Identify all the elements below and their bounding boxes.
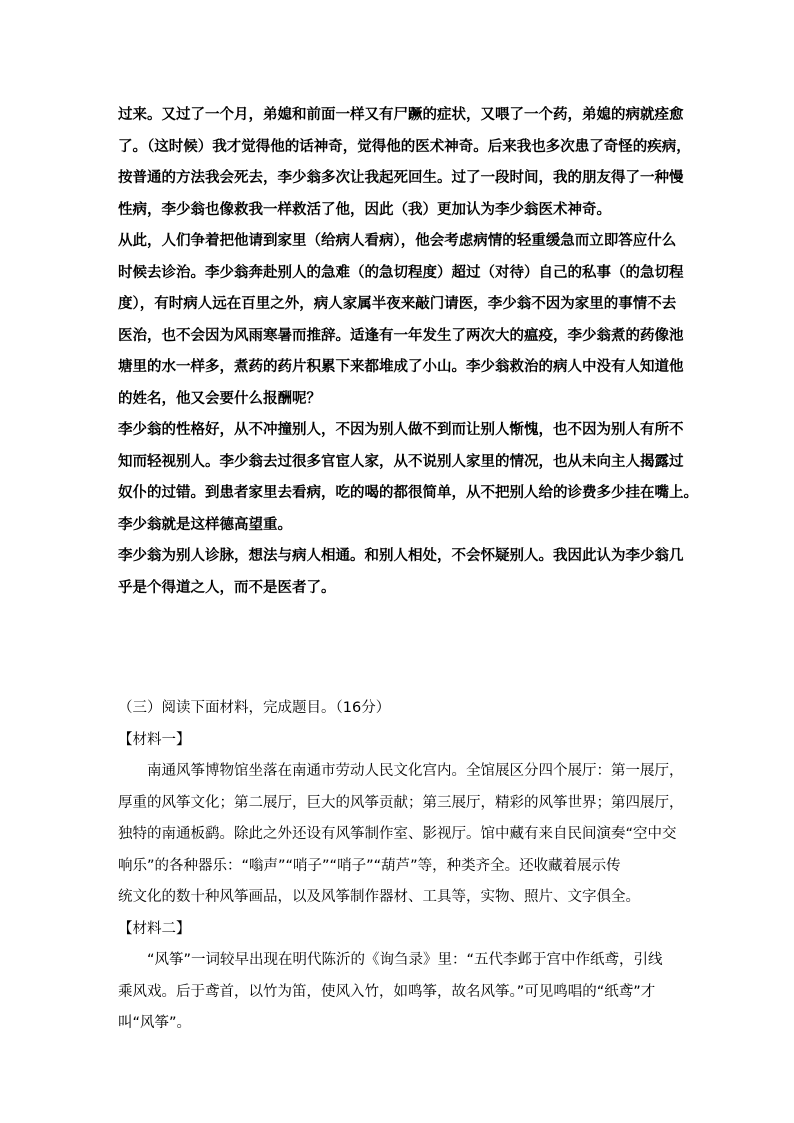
text-line: 厚重的风筝文化；第二展厅，巨大的风筝贡献；第三展厅，精彩的风筝世界；第四展厅， [118, 794, 684, 811]
text-line: 知而轻视别人。李少翁去过很多官宦人家，从不说别人家里的情况，也从未向主人揭露过 [118, 453, 684, 470]
text-line: 李少翁的性格好，从不冲撞别人，不因为别人做不到而让别人惭愧，也不因为别人有所不 [118, 422, 684, 438]
text-line: 性病，李少翁也像救我一样救活了他，因此（我）更加认为李少翁医术神奇。 [118, 201, 611, 218]
text-line: 乎是个得道之人，而不是医者了。 [118, 579, 336, 596]
passage-translation [118, 100, 698, 604]
text-line: 叫“风筝”。 [118, 1015, 192, 1031]
section-heading: （三）阅读下面材料，完成题目。（16分） [118, 700, 391, 716]
section-three [118, 693, 683, 1040]
text-line: 度），有时病人远在百里之外，病人家属半夜来敲门请医，李少翁不因为家里的事情不去 [118, 296, 677, 312]
text-line: 乘风戏。后于鸢首，以竹为笛，使风入竹，如鸣筝，故名风筝。”可见鸣唱的“纸鸢”才 [118, 983, 656, 1000]
text-line: 的姓名，他又会要什么报酬呢？ [118, 390, 321, 407]
text-line: 从此，人们争着把他请到家里（给病人看病），他会考虑病情的轻重缓急而立即答应什么 [118, 233, 677, 249]
text-line: 独特的南通板鹞。除此之外还设有风筝制作室、影视厅。馆中藏有来自民间演奏“空中交 [118, 826, 677, 842]
text-line: 南通风筝博物馆坐落在南通市劳动人民文化宫内。全馆展区分四个展厅：第一展厅， [147, 763, 684, 779]
text-line: 李少翁就是这样德高望重。 [118, 516, 292, 533]
text-line: 医治，也不会因为风雨寒暑而推辞。适逢有一年发生了两次大的瘟疫，李少翁煮的药像池 [118, 327, 684, 344]
text-line: 统文化的数十种风筝画品，以及风筝制作器材、工具等，实物、照片、文字俱全。 [118, 889, 640, 905]
text-line: 了。（这时候）我才觉得他的话神奇，觉得他的医术神奇。后来我也多次患了奇怪的疾病， [118, 138, 691, 155]
text-line: 奴仆的过错。到患者家里去看病，吃的喝的都很简单，从不把别人给的诊费多少挂在嘴上。 [118, 485, 698, 501]
text-line: 过来。又过了一个月，弟媳和前面一样又有尸蹶的症状，又喂了一个药，弟媳的病就痊愈 [118, 107, 684, 123]
text-line: 李少翁为别人诊脉，想法与病人相通。和别人相处，不会怀疑别人。我因此认为李少翁几 [118, 548, 684, 564]
material-two-label: 【材料二】 [118, 920, 191, 937]
material-one-label: 【材料一】 [118, 731, 191, 748]
text-line: 按普通的方法我会死去，李少翁多次让我起死回生。过了一段时间，我的朋友得了一种慢 [118, 170, 684, 186]
text-line: 响乐”的各种器乐：“嗡声”“哨子”“哨子”“葫芦”等，种类齐全。还收藏着展示传 [118, 857, 621, 874]
text-line: 塘里的水一样多，煮药的药片积累下来都堆成了小山。李少翁救治的病人中没有人知道他 [118, 359, 684, 375]
text-line: “风筝”一词较早出现在明代陈沂的《询刍录》里：“五代李邺于宫中作纸鸢，引线 [147, 952, 663, 968]
text-line: 时候去诊治。李少翁奔赴别人的急难（的急切程度）超过（对待）自己的私事（的急切程 [118, 264, 684, 281]
